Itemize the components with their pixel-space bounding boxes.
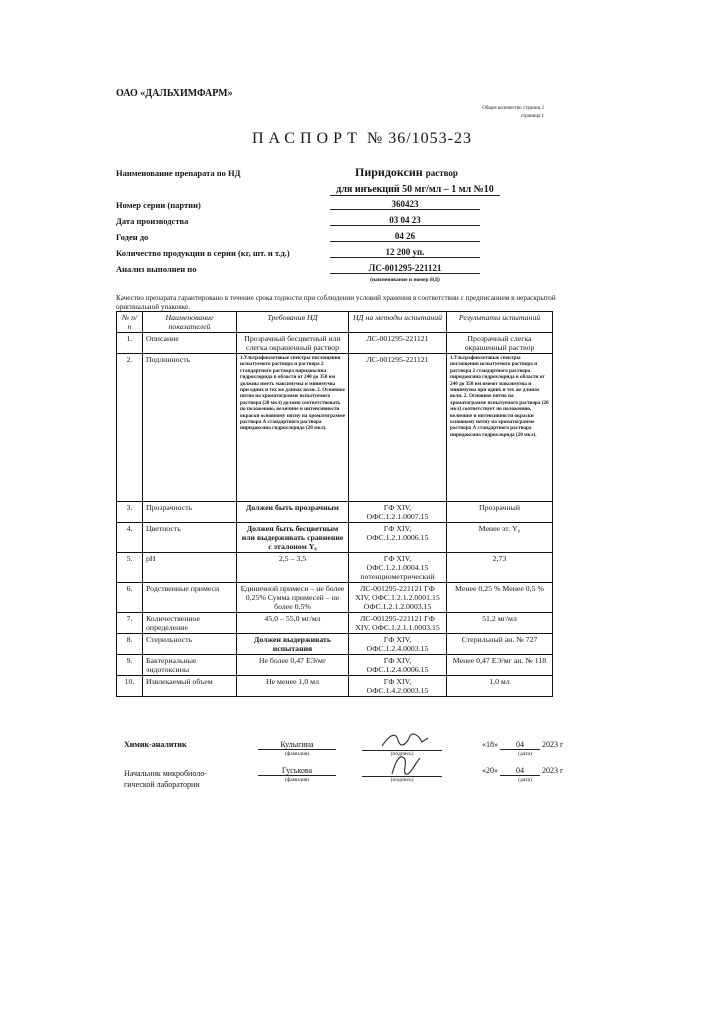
row-number: 2. <box>117 354 143 502</box>
head-role <box>124 768 207 790</box>
table-row <box>117 354 553 502</box>
row-result: 1.Ультрафиолетовые спектры поглощения испытуемого раствора и раствора 2 стандартного раствора пиридоксина гидрохлорида в области от 240 до 350 нм имеют максимумы и минимумы при одних и тех же длинах волн. 2. Основное пятно на хроматограмме испытуемого раствора (20 мкл) соответствует по положению, величине и интенсивности окраски основному пятну на хроматограмме раствора А стандартного раствора пиридоксина гидрохлорида (20 мкл). <box>447 354 553 502</box>
row-name: Стерильность <box>143 634 237 655</box>
row-requirement: Не более 0,47 ЕЭ/мг <box>237 655 349 676</box>
row-requirement: 1.Ультрафиолетовые спектры поглощения испытуемого раствора и раствора 2 стандартного раствора пиридоксина гидрохлорида в области от 240 до 350 нм должны иметь максимумы и минимумы при одних и тех же длинах волн. 2. Основное пятно на хроматограмме испытуемого раствора (20 мкл) должно соответствовать по положению, величине и интенсивности окраски основному пятну на хроматограмме раствора А стандартного раствора пиридоксина гидрохлорида (20 мкл). <box>237 354 349 502</box>
row-method: ЛС-001295-221121 <box>349 333 447 354</box>
row-name: Прозрачность <box>143 502 237 523</box>
chemist-signature <box>362 728 442 751</box>
table-row <box>117 613 553 634</box>
row-name: Количественное определение <box>143 613 237 634</box>
row-result: 2,73 <box>447 553 553 583</box>
row-method: ГФ XIV, ОФС.1.2.1.0004.15 потенциометрический <box>349 553 447 583</box>
head-name: Гуськова <box>258 766 336 776</box>
head-date-caption: (дата) <box>518 777 532 783</box>
row-method: ЛС-001295-221121 ГФ XIV, ОФС.1.2.1.2.0001.15 ОФС.1.2.1.2.0003.15 <box>349 583 447 613</box>
pages-info <box>482 105 544 121</box>
drug-name <box>355 165 458 180</box>
row-method: ЛС-001295-221121 ГФ XIV, ОФС.1.2.1.1.0003.15 <box>349 613 447 634</box>
row-result: Менее 0,47 ЕЭ/мг ан. № 118 <box>447 655 553 676</box>
row-requirement: Единичной примеси – не более 0,25% Сумма примесей – не более 0,5% <box>237 583 349 613</box>
header-requirements: Требования НД <box>237 312 349 333</box>
row-result: Прозрачный <box>447 502 553 523</box>
chemist-date <box>482 740 563 750</box>
production-label: Дата производства <box>116 216 189 226</box>
row-name: Описание <box>143 333 237 354</box>
drug-name-main: Пиридоксин <box>355 165 423 179</box>
drug-dosage: для инъекций 50 мг/мл – 1 мл №10 <box>330 184 500 196</box>
test-results-table <box>116 311 553 697</box>
row-number: 1. <box>117 333 143 354</box>
row-name: Бактериальные эндотоксины <box>143 655 237 676</box>
document-title <box>0 130 724 148</box>
head-date-day: «20» <box>482 766 498 775</box>
chemist-date-caption: (дата) <box>518 751 532 757</box>
row-number: 3. <box>117 502 143 523</box>
row-result: Менее эт. Y₆ <box>447 523 553 553</box>
row-result: 51,2 мг/мл <box>447 613 553 634</box>
expiry-value: 04 26 <box>330 231 480 242</box>
table-row <box>117 502 553 523</box>
row-name: Подлинность <box>143 354 237 502</box>
row-requirement: Не менее 1,0 мл <box>237 676 349 697</box>
chemist-name-caption: (фамилия) <box>284 751 310 757</box>
table-row <box>117 634 553 655</box>
analysis-label: Анализ выполнен по <box>116 264 197 274</box>
head-signature <box>362 752 442 777</box>
row-name: Родственные примеси <box>143 583 237 613</box>
title-word: ПАСПОРТ <box>251 130 362 147</box>
row-name: pH <box>143 553 237 583</box>
header-number: № п/п <box>117 312 143 333</box>
title-number: № 36/1053-23 <box>366 130 472 147</box>
row-number: 7. <box>117 613 143 634</box>
table-row <box>117 523 553 553</box>
table-row <box>117 583 553 613</box>
table-row <box>117 333 553 354</box>
table-row <box>117 676 553 697</box>
header-results: Результаты испытаний <box>447 312 553 333</box>
row-number: 5. <box>117 553 143 583</box>
header-name: Наименование показателей <box>143 312 237 333</box>
row-result: 1,0 мл <box>447 676 553 697</box>
head-role-line2: гической лаборатории <box>124 780 200 789</box>
row-requirement: Должен выдерживать испытания <box>237 634 349 655</box>
row-requirement: 45,0 – 55,0 мг/мл <box>237 613 349 634</box>
pages-total: Общее количество страниц 2 <box>482 106 544 111</box>
production-value: 03 04 23 <box>330 215 480 226</box>
analysis-note: (наименование и номер НД) <box>370 277 440 283</box>
row-result: Менее 0,25 % Менее 0,5 % <box>447 583 553 613</box>
row-method: ГФ XIV, ОФС.1.2.1.0006.15 <box>349 523 447 553</box>
analysis-value: ЛС-001295-221121 <box>330 263 480 274</box>
guarantee-text: Качество препарата гарантировано в течение срока годности при соблюдении условий хранения в соответствии с предписанием в нераскрытой оригинальной упаковке. <box>116 294 556 311</box>
chemist-sign-caption: (подпись) <box>390 751 414 757</box>
chemist-name: Кулыгина <box>258 740 336 750</box>
batch-value: 360423 <box>330 199 480 210</box>
head-date-year: 2023 г <box>542 766 564 775</box>
row-name: Цветность <box>143 523 237 553</box>
row-number: 9. <box>117 655 143 676</box>
chemist-date-year: 2023 г <box>542 740 564 749</box>
row-name: Извлекаемый объем <box>143 676 237 697</box>
head-date <box>482 766 563 776</box>
signature-mark-icon <box>362 752 442 776</box>
expiry-label: Годен до <box>116 232 149 242</box>
chemist-role: Химик-аналитик <box>124 740 187 749</box>
row-requirement: Должен быть бесцветным или выдерживать сравнение с эталоном Y₆ <box>237 523 349 553</box>
head-sign-caption: (подпись) <box>390 777 414 783</box>
row-number: 10. <box>117 676 143 697</box>
row-result: Прозрачный слегка окрашенный раствор <box>447 333 553 354</box>
row-number: 8. <box>117 634 143 655</box>
quantity-value: 12 200 уп. <box>330 247 480 258</box>
table-header-row <box>117 312 553 333</box>
quantity-label: Количество продукции в серии (кг, шт. и т.д.) <box>116 248 290 258</box>
signature-mark-icon <box>362 728 442 750</box>
batch-label: Номер серии (партии) <box>116 200 201 210</box>
head-name-caption: (фамилия) <box>284 777 310 783</box>
table-row <box>117 553 553 583</box>
row-method: ГФ XIV, ОФС.1.2.1.0007.15 <box>349 502 447 523</box>
row-result: Стерильный ан. № 727 <box>447 634 553 655</box>
drug-label: Наименование препарата по НД <box>116 168 241 178</box>
drug-name-suffix: раствор <box>425 168 458 178</box>
head-role-line1: Начальник микробиоло- <box>124 769 207 778</box>
chemist-date-month: 04 <box>500 740 540 750</box>
chemist-date-day: «18» <box>482 740 498 749</box>
pages-current: страница 1 <box>520 114 544 119</box>
row-requirement: Должен быть прозрачным <box>237 502 349 523</box>
company-name: ОАО «ДАЛЬХИМФАРМ» <box>116 88 233 99</box>
row-number: 6. <box>117 583 143 613</box>
table-row <box>117 655 553 676</box>
head-date-month: 04 <box>500 766 540 776</box>
row-method: ГФ XIV, ОФС.1.2.4.0006.15 <box>349 655 447 676</box>
row-method: ГФ XIV, ОФС.1.2.4.0003.15 <box>349 634 447 655</box>
row-method: ГФ XIV, ОФС.1.4.2.0003.15 <box>349 676 447 697</box>
row-requirement: 2,5 – 3,5 <box>237 553 349 583</box>
header-methods: НД на методы испытаний <box>349 312 447 333</box>
row-method: ЛС-001295-221121 <box>349 354 447 502</box>
row-number: 4. <box>117 523 143 553</box>
row-requirement: Прозрачный бесцветный или слегка окрашенный раствор <box>237 333 349 354</box>
